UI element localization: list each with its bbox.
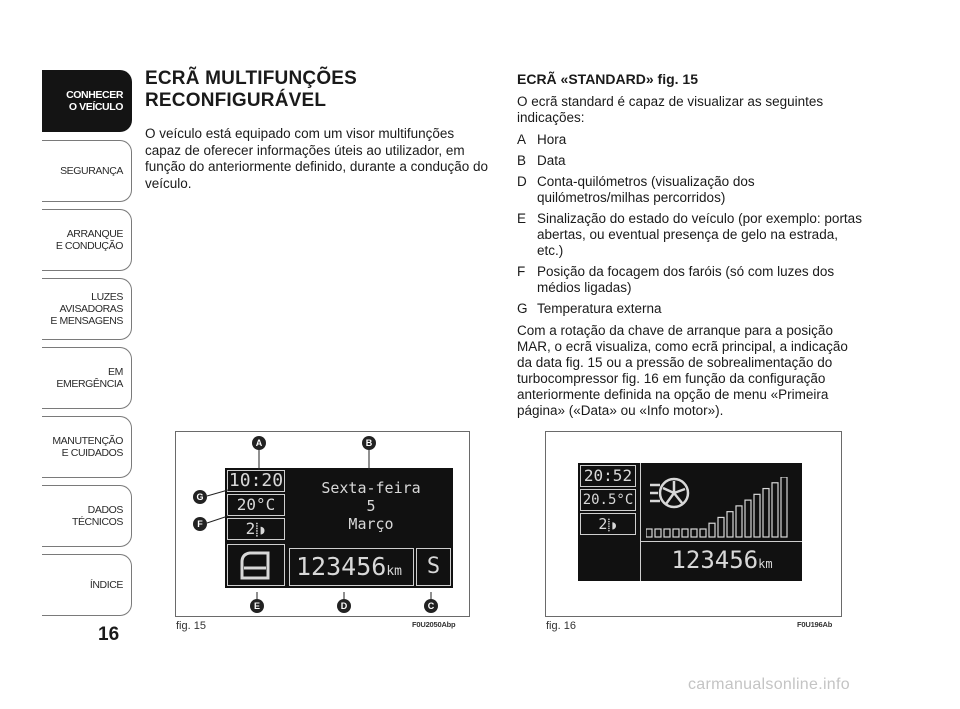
odometer-unit: km [386,564,402,579]
section-title: ECRÃ MULTIFUNÇÕES RECONFIGURÁVEL [145,68,358,111]
page-number: 16 [98,624,120,645]
closing-paragraph: Com a rotação da chave de arranque para a posição MAR, o ecrã visualiza, como ecrã principal, a indicação da data fig. 15 ou a pressão de sobrealimentação do turbocompressor fig. 16 em função da configuração anteriormente definida na opção de menu «Primeira página» («Data» ou «Info motor»). [517,323,848,418]
boost-bar [763,489,769,537]
callout-e: E [250,599,264,613]
boost-bar [691,529,697,537]
boost-bar [646,529,652,537]
display-engine-info [578,463,802,581]
callout-g: G [193,490,207,504]
lead-paragraph: O ecrã standard é capaz de visualizar as seguintes indicações: [517,94,824,125]
callout-c: C [424,599,438,613]
callout-b: B [362,436,376,450]
odometer-value: 123456 [296,552,387,581]
figure-16-code: F0U196Ab [797,620,833,629]
divider [640,463,641,581]
boost-bar [745,500,751,537]
list-item: A Hora [517,132,567,147]
boost-bar [736,506,742,537]
boost-bar [781,477,787,537]
boost-bar [727,512,733,537]
callout-d: D [337,599,351,613]
tab-luzes-avisadoras[interactable]: LUZES AVISADORAS E MENSAGENS [42,278,132,340]
list-item: F Posição da focagem dos faróis (só com luzes dos médios ligadas) [517,264,835,295]
date-day: Sexta-feira [321,479,421,497]
figure-16-frame [545,431,842,617]
callout-a: A [252,436,266,450]
tab-manutencao[interactable]: MANUTENÇÃO E CUIDADOS [42,416,132,478]
list-item: G Temperatura externa [517,301,662,316]
headlight-readout: 2⸽◗ [227,518,285,540]
boost-bar [772,483,778,537]
figure-15-caption: fig. 15 [176,620,206,632]
headlight-icon: ⸽◗ [255,523,267,538]
tab-em-emergencia[interactable]: EM EMERGÊNCIA [42,347,132,409]
callout-f: F [193,517,207,531]
boost-bar [709,523,715,537]
time-readout: 10:20 [228,470,284,491]
odometer-cell [644,543,800,579]
boost-bar [655,529,661,537]
tab-arranque-conducao[interactable]: ARRANQUE E CONDUÇÃO [42,209,132,271]
tab-conhecer-o-veiculo[interactable]: CONHECER O VEÍCULO [42,70,132,132]
tab-indice[interactable]: ÍNDICE [42,554,132,616]
odometer-value: 123456 [671,546,759,574]
figure-15-frame [175,431,470,617]
list-item: D Conta-quilómetros (visualização dos quilómetros/milhas percorridos) [517,174,755,205]
gear-indicator: S [416,548,451,586]
date-month: Março [348,515,394,533]
figure-15-code: F0U2050Abp [412,620,456,629]
temperature-readout: 20.5°C [580,489,636,511]
boost-bar [664,529,670,537]
boost-bar [718,517,724,537]
temperature-readout: 20°C [227,494,285,516]
boost-bar [700,529,706,537]
indication-list [517,132,862,317]
tab-dados-tecnicos[interactable]: DADOS TÉCNICOS [42,485,132,547]
headlight-readout: 2⸽◗ [580,513,636,535]
boost-bar [673,529,679,537]
left-column [145,68,490,192]
boost-bar [682,529,688,537]
headlight-icon: ⸽◗ [607,518,618,532]
watermark: carmanualsonline.info [688,676,850,693]
intro-paragraph: O veículo está equipado com um visor multifunções capaz de oferecer informações úteis ao utilizador, em função do anteriormente definido, durante a condução do veículo. [145,126,488,191]
tab-seguranca[interactable]: SEGURANÇA [42,140,132,202]
date-number: 5 [366,497,376,515]
boost-bar [754,494,760,537]
list-item: B Data [517,153,566,168]
list-item: E Sinalização do estado do veículo (por exemplo: portas abertas, ou eventual presença de gelo na estrada, etc.) [517,211,862,258]
figure-16-caption: fig. 16 [546,620,576,632]
divider [640,541,802,542]
odometer-unit: km [758,557,773,571]
time-readout: 20:52 [580,465,636,487]
right-column [517,70,862,419]
subsection-heading: ECRÃ «STANDARD» fig. 15 [517,71,698,87]
boost-bar-graph [646,477,796,539]
callout-lines [176,432,469,616]
